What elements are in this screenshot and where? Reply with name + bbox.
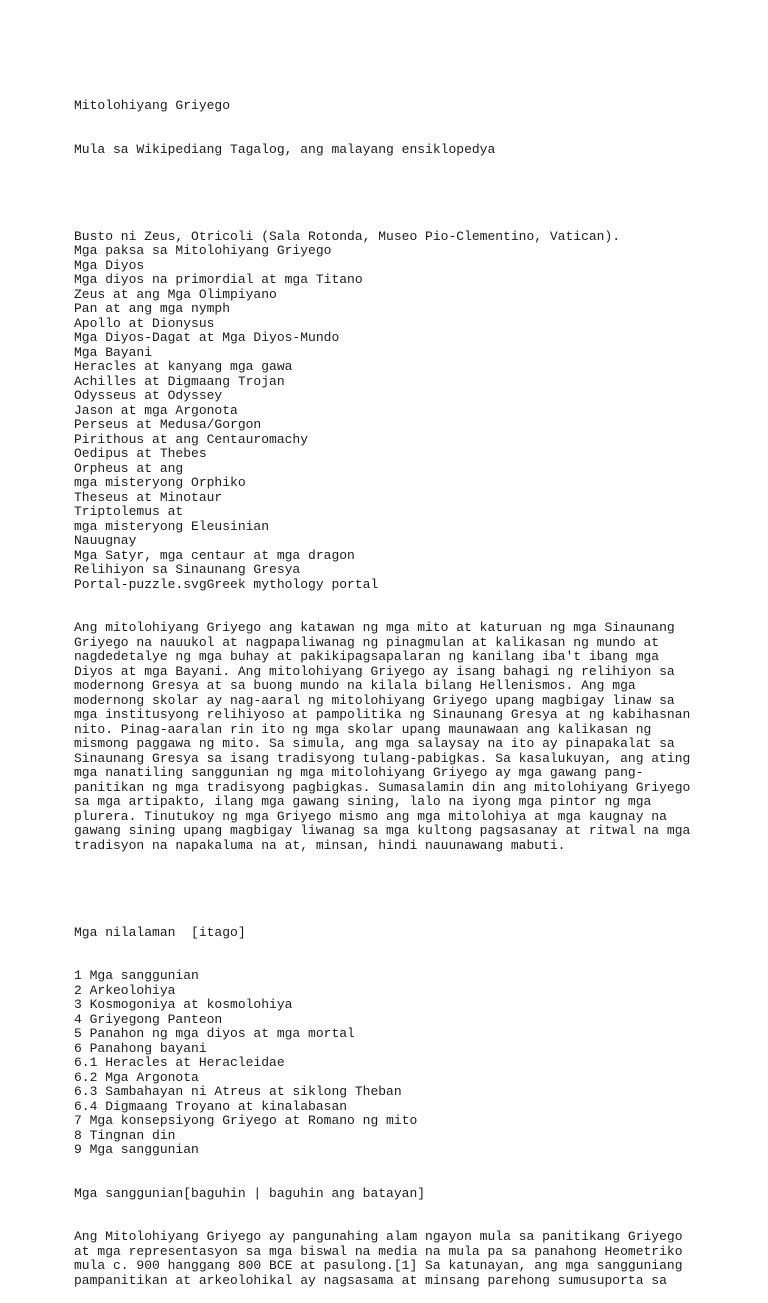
paragraph-line: Sinaunang Gresya sa isang tradisyong tulang-pabigkas. Sa kasalukuyan, ang ating [74, 750, 691, 766]
intro-paragraph [74, 621, 734, 853]
section-heading: Mga sanggunian[baguhin | baguhin ang batayan] [74, 1185, 426, 1201]
infobox-line: Mga diyos na primordial at mga Titano [74, 272, 363, 287]
infobox-line: mga misteryong Eleusinian [74, 518, 270, 534]
infobox-line: Odysseus at Odyssey [74, 388, 223, 403]
infobox-line: Relihiyon sa Sinaunang Gresya [74, 562, 301, 577]
infobox-line: Triptolemus at [74, 504, 184, 519]
toc-item[interactable]: 9 Mga sanggunian [74, 1142, 199, 1157]
infobox-line: Mga Diyos [74, 257, 145, 273]
toc-item[interactable]: 6.3 Sambahayan ni Atreus at siklong Theban [74, 1084, 402, 1099]
paragraph-line: mismong paggawa ng mito. Sa simula, ang mga salaysay na ito ay pinapakalat sa [74, 736, 675, 751]
section-paragraph [74, 1230, 734, 1288]
paragraph-line: at mga representasyon sa mga biswal na media na mula pa sa panahong Heometriko [74, 1243, 683, 1259]
paragraph-line: mga nanatiling sanggunian ng mga mitolohiyang Griyego ay mga gawang pang- [74, 765, 644, 780]
infobox-line: Portal-puzzle.svgGreek mythology portal [74, 576, 379, 592]
toc-item[interactable]: 1 Mga sanggunian [74, 968, 199, 983]
infobox-line: Pan at ang mga nymph [74, 301, 231, 316]
toc-item[interactable]: 6 Panahong bayani [74, 1040, 207, 1056]
toc-item[interactable]: 8 Tingnan din [74, 1127, 176, 1143]
toc-item[interactable]: 6.2 Mga Argonota [74, 1069, 199, 1085]
toc-item[interactable]: 7 Mga konsepsiyong Griyego at Romano ng mito [74, 1113, 418, 1128]
infobox-line: Mga Satyr, mga centaur at mga dragon [74, 547, 355, 563]
paragraph-line: gawang sining upang magbigay liwanag sa mga kultong pagsasanay at ritwal na mga [74, 823, 691, 838]
paragraph-line: Griyego na nauukol at nagpapaliwanag ng pinagmulan at kalikasan ng mundo at [74, 634, 660, 650]
paragraph-line: pampanitikan at arkeolohikal ay nagsasama at minsang parehong sumusuporta sa [74, 1272, 667, 1288]
toc-item[interactable]: 6.4 Digmaang Troyano at kinalabasan [74, 1098, 348, 1114]
infobox-line: Zeus at ang Mga Olimpiyano [74, 286, 277, 302]
paragraph-line: modernong Gresya at sa buong mundo na kilala bilang Hellenismos. Ang mga [74, 678, 636, 693]
toc-item[interactable]: 3 Kosmogoniya at kosmolohiya [74, 997, 293, 1012]
infobox-line: Apollo at Dionysus [74, 315, 215, 331]
document-page [74, 70, 734, 1303]
toc-item[interactable]: 4 Griyegong Panteon [74, 1011, 223, 1027]
infobox-line: Jason at mga Argonota [74, 402, 238, 418]
spacer [74, 882, 734, 897]
toc-item[interactable]: 2 Arkeolohiya [74, 982, 176, 998]
paragraph-line: nagdedetalye ng mga buhay at pakikipagsapalaran ng kanilang iba't ibang mga [74, 649, 660, 664]
paragraph-line: Ang Mitolohiyang Griyego ay pangunahing alam ngayon mula sa panitikang Griyego [74, 1229, 683, 1244]
infobox-line: mga misteryong Orphiko [74, 475, 246, 490]
infobox-lines [74, 230, 734, 593]
toc-item[interactable]: 6.1 Heracles at Heracleidae [74, 1055, 285, 1070]
paragraph-line: Diyos at mga Bayani. Ang mitolohiyang Griyego ay isang bahagi ng relihiyon sa [74, 663, 675, 679]
paragraph-line: mula c. 900 hanggang 800 BCE at pasulong.[1] Sa katunayan, ang mga sangguniang [74, 1258, 683, 1273]
paragraph-line: tradisyon na napakaluma na at, minsan, hindi nauunawang mabuti. [74, 837, 566, 853]
paragraph-line: plurera. Tinutukoy ng mga Griyego mismo ang mga mitolohiya at mga kaugnay na [74, 808, 667, 824]
infobox-line: Achilles at Digmaang Trojan [74, 373, 285, 389]
toc-item[interactable]: 5 Panahon ng mga diyos at mga mortal [74, 1026, 355, 1041]
paragraph-line: Ang mitolohiyang Griyego ang katawan ng mga mito at katuruan ng mga Sinaunang [74, 620, 675, 635]
page-title: Mitolohiyang Griyego [74, 98, 231, 113]
infobox-line: Oedipus at Thebes [74, 446, 207, 461]
paragraph-line: sa mga artipakto, ilang mga gawang sining, lalo na iyong mga pintor ng mga [74, 794, 652, 809]
paragraph-line: mga institusyong relihiyoso at pampolitika ng Sinaunang Gresya at ng kabihasnan [74, 707, 691, 722]
toc-header[interactable]: Mga nilalaman [itago] [74, 924, 246, 940]
infobox-line: Pirithous at ang Centauromachy [74, 431, 309, 447]
table-of-contents [74, 969, 734, 1158]
infobox-line: Theseus at Minotaur [74, 489, 223, 505]
infobox-line: Mga Diyos-Dagat at Mga Diyos-Mundo [74, 330, 340, 345]
infobox-line: Orpheus at ang [74, 460, 184, 476]
page-subtitle: Mula sa Wikipediang Tagalog, ang malayang ensiklopedya [74, 141, 496, 157]
spacer [74, 186, 734, 201]
paragraph-line: nito. Pinag-aaralan rin ito ng mga skolar upang maunawaan ang kalikasan ng [74, 721, 652, 737]
infobox-line: Busto ni Zeus, Otricoli (Sala Rotonda, Museo Pio-Clementino, Vatican). [74, 228, 621, 244]
infobox-line: Nauugnay [74, 533, 137, 548]
infobox-line: Heracles at kanyang mga gawa [74, 359, 293, 374]
infobox-line: Mga Bayani [74, 344, 153, 360]
paragraph-line: panitikan ng mga tradisyong pagbigkas. Sumasalamin din ang mitolohiyang Griyego [74, 779, 691, 795]
infobox-line: Perseus at Medusa/Gorgon [74, 417, 262, 432]
paragraph-line: modernong skolar ay nag-aaral ng mitolohiyang Griyego upang magbigay linaw sa [74, 692, 675, 708]
infobox-line: Mga paksa sa Mitolohiyang Griyego [74, 243, 332, 258]
